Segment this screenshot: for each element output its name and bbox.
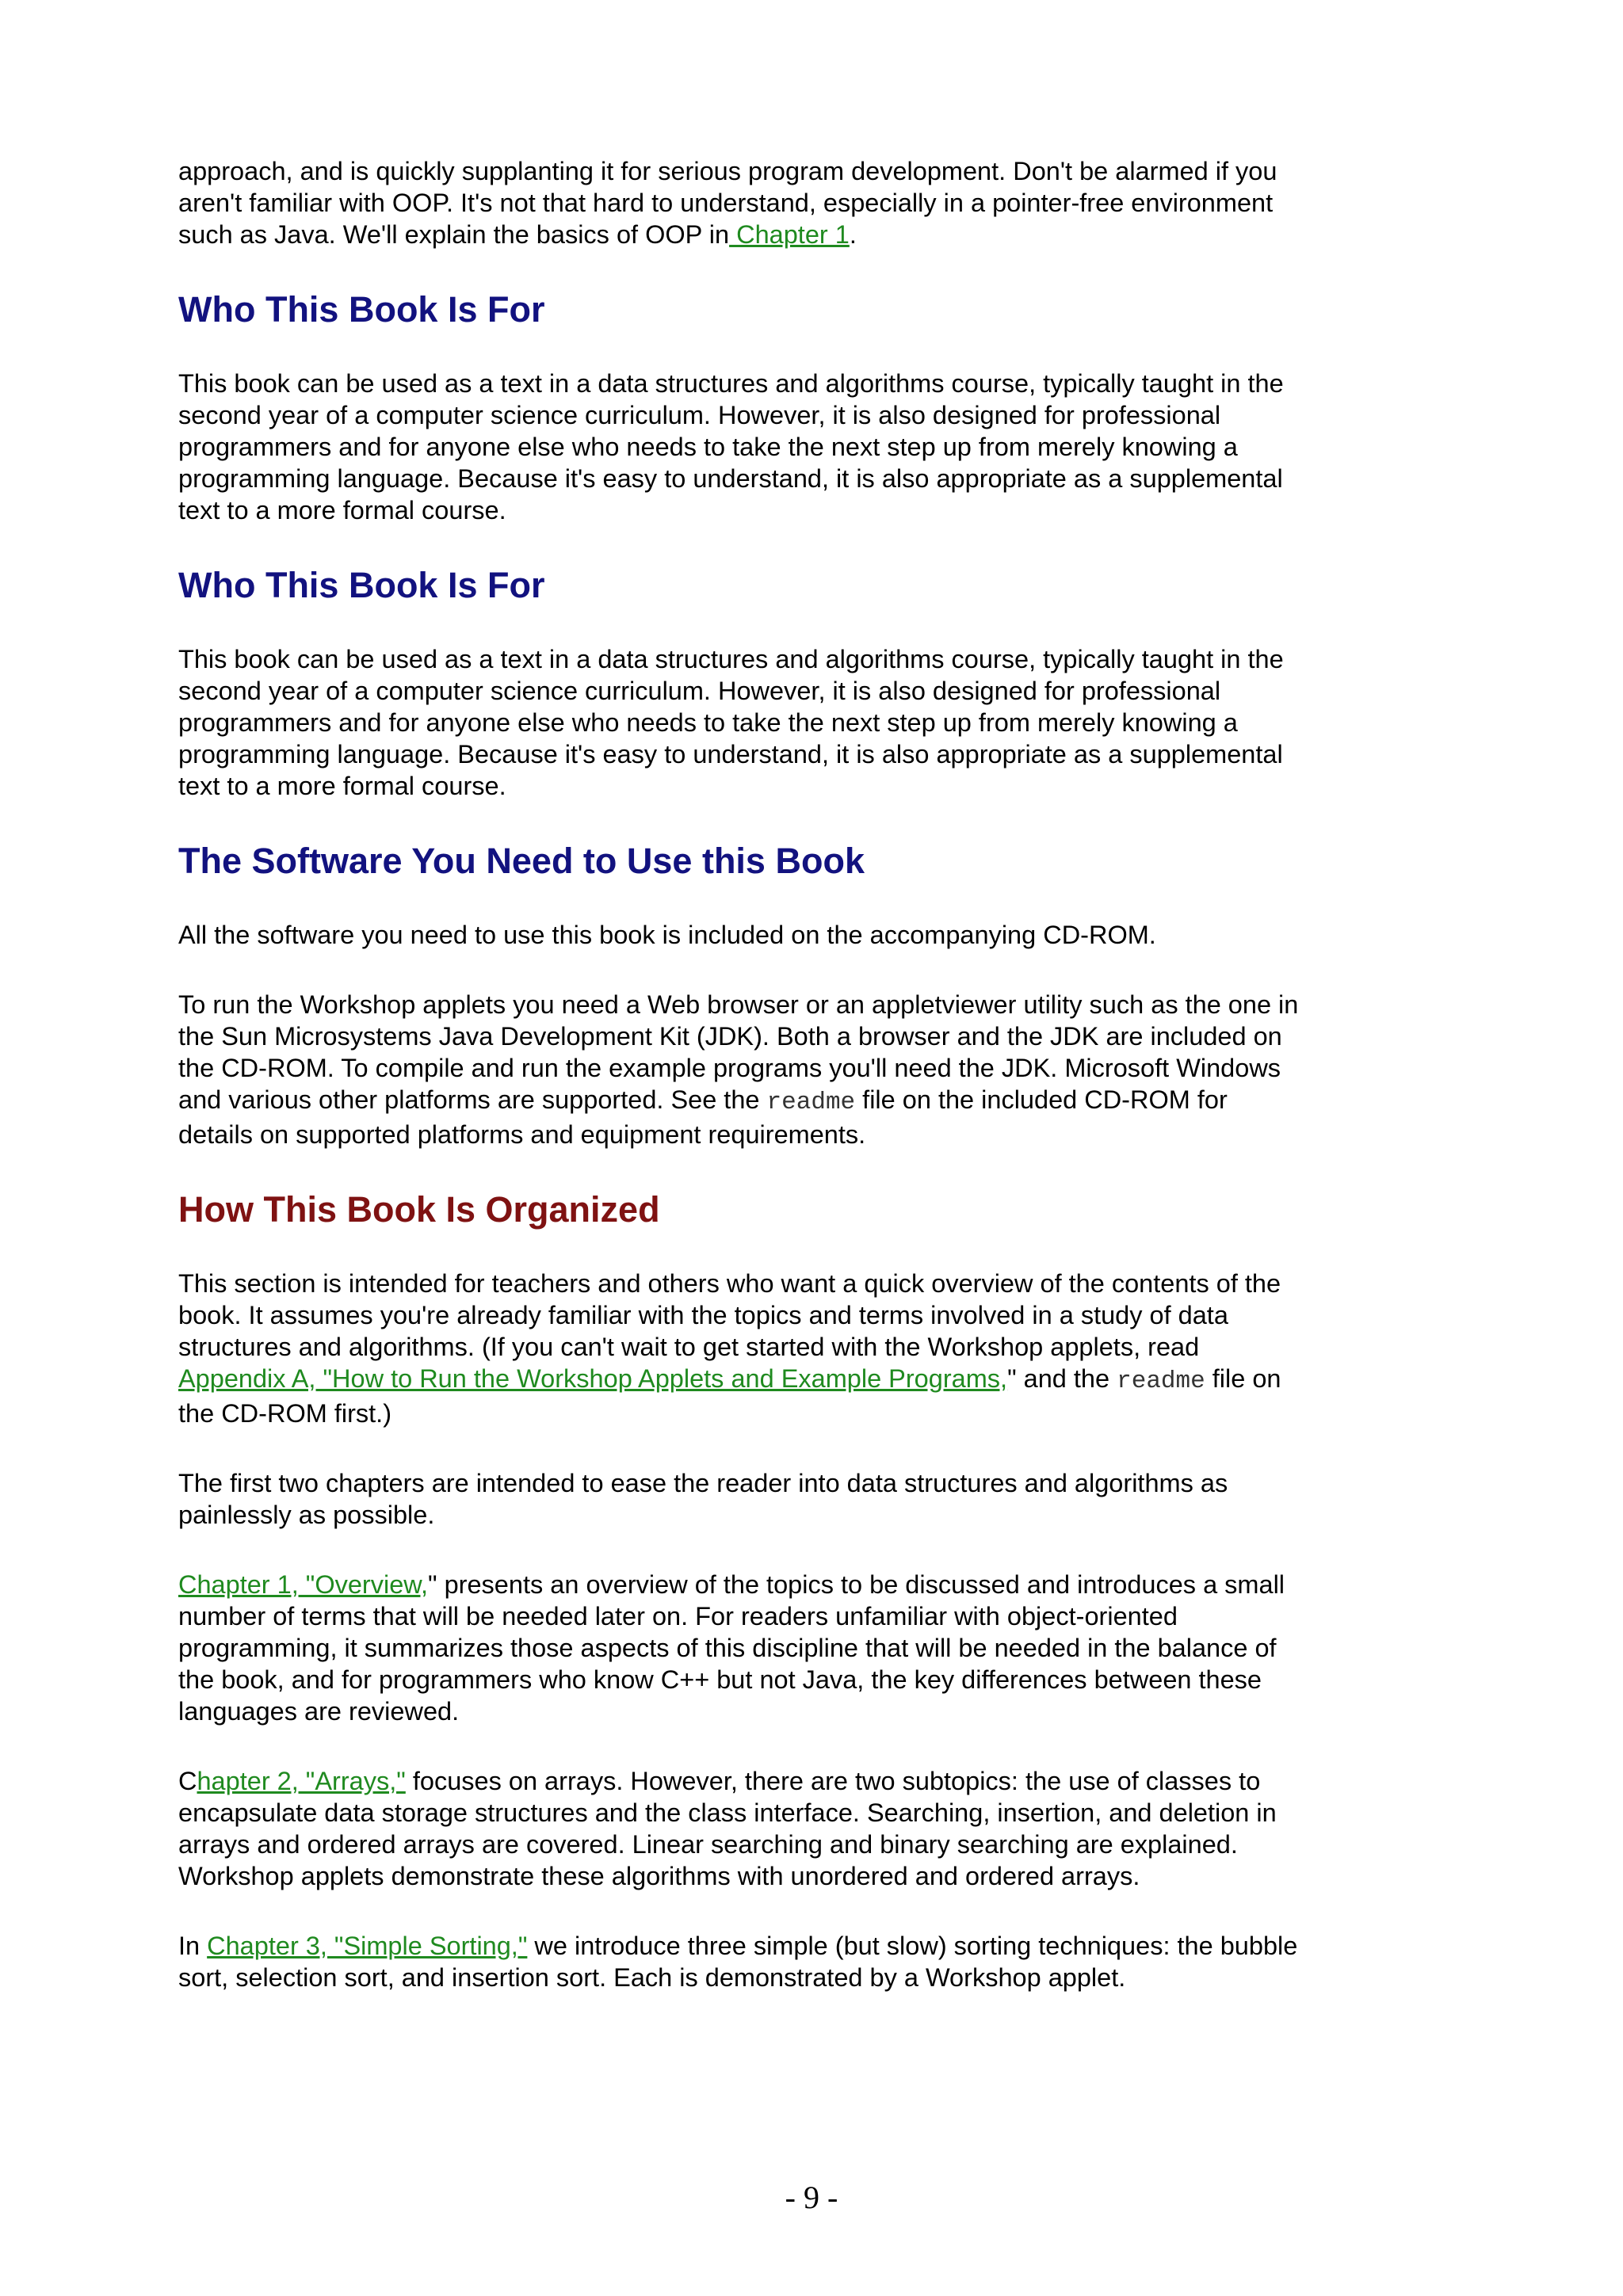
software-heading: The Software You Need to Use this Book — [178, 841, 865, 881]
chapter-2-arrays-link[interactable]: hapter 2, "Arrays," — [197, 1767, 406, 1795]
intro-tail: . — [849, 220, 857, 249]
chapter-1-paragraph — [178, 1569, 1304, 1727]
intro-paragraph — [178, 155, 1304, 250]
who-this-book-is-for-heading: Who This Book Is For — [178, 289, 545, 330]
readme-code-2: readme — [1117, 1367, 1205, 1395]
software-paragraph-1: All the software you need to use this book is included on the accompanying CD-ROM. — [178, 921, 1156, 949]
chapter-3-paragraph — [178, 1930, 1304, 1993]
organized-p1-text-c: file on the CD-ROM first.) — [178, 1364, 1281, 1428]
chapter-2-paragraph — [178, 1765, 1304, 1892]
readme-code: readme — [766, 1089, 856, 1116]
organized-p1-text-a: This section is intended for teachers and others who want a quick overview of the contents of the book. It assumes you're already familiar with the topics and terms involved in a study of data structures and algorithms. (If you can't wait to get started with the Workshop applets, read — [178, 1269, 1281, 1361]
software-paragraph-2 — [178, 989, 1304, 1150]
chapter-2-first-letter: C — [178, 1767, 197, 1795]
page-content — [178, 155, 1304, 2031]
who-this-book-is-for-paragraph-repeat: This book can be used as a text in a data structures and algorithms course, typically taught in the second year of a computer science curriculum. However, it is also designed for professional programmers and for anyone else who needs to take the next step up from merely knowing a programming language. Because it's easy to understand, it is also appropriate as a supplemental text to a more formal course. — [178, 645, 1284, 800]
who-this-book-is-for-paragraph: This book can be used as a text in a data structures and algorithms course, typically taught in the second year of a computer science curriculum. However, it is also designed for professional programmers and for anyone else who needs to take the next step up from merely knowing a programming language. Because it's easy to understand, it is also appropriate as a supplemental text to a more formal course. — [178, 369, 1284, 524]
chapter-3-description: we introduce three simple (but slow) sorting techniques: the bubble sort, selection sort, and insertion sort. Each is demonstrated by a Workshop applet. — [178, 1932, 1298, 1992]
software-p2-text-a: To run the Workshop applets you need a Web browser or an appletviewer utility such as the one in the Sun Microsystems Java Development Kit (JDK). Both a browser and the JDK are included on the CD-ROM. To compile and run the example programs you'll need the JDK. Microsoft Windows and various other platforms are supported. See the — [178, 990, 1299, 1114]
chapter-2-description: focuses on arrays. However, there are two subtopics: the use of classes to encapsulate data storage structures and the class interface. Searching, insertion, and deletion in arrays and ordered arrays are covered. Linear searching and binary searching are explained. Workshop applets demonstrate these algorithms with unordered and ordered arrays. — [178, 1767, 1277, 1890]
organized-p1-text-b: " and the — [1007, 1364, 1117, 1393]
organized-paragraph-1 — [178, 1268, 1304, 1429]
software-p2-text-b: file on the included CD-ROM for details on supported platforms and equipment requirements. — [178, 1085, 1228, 1149]
organized-heading: How This Book Is Organized — [178, 1189, 660, 1230]
organized-paragraph-2: The first two chapters are intended to ease the reader into data structures and algorithms as painlessly as possible. — [178, 1469, 1228, 1529]
chapter-1-overview-link[interactable]: Chapter 1, "Overview, — [178, 1570, 429, 1599]
chapter-1-description: " presents an overview of the topics to be discussed and introduces a small number of terms that will be needed later on. For readers unfamiliar with object-oriented programming, it summarizes those aspects of this discipline that will be needed in the balance of the book, and for programmers who know C++ but not Java, the key differences between these languages are reviewed. — [178, 1570, 1285, 1726]
appendix-a-link[interactable]: Appendix A, "How to Run the Workshop Applets and Example Programs, — [178, 1364, 1008, 1393]
who-this-book-is-for-heading-repeat: Who This Book Is For — [178, 565, 545, 605]
page-number: - 9 - — [785, 2180, 838, 2215]
chapter-3-text-a: In — [178, 1932, 208, 1960]
intro-text: approach, and is quickly supplanting it for serious program development. Don't be alarmed if you aren't familiar with OOP. It's not that hard to understand, especially in a pointer-free environment such as Java. We'll explain the basics of OOP in — [178, 157, 1277, 249]
chapter-3-simple-sorting-link[interactable]: Chapter 3, "Simple Sorting," — [207, 1932, 528, 1960]
chapter-1-link[interactable]: Chapter 1 — [729, 220, 850, 249]
